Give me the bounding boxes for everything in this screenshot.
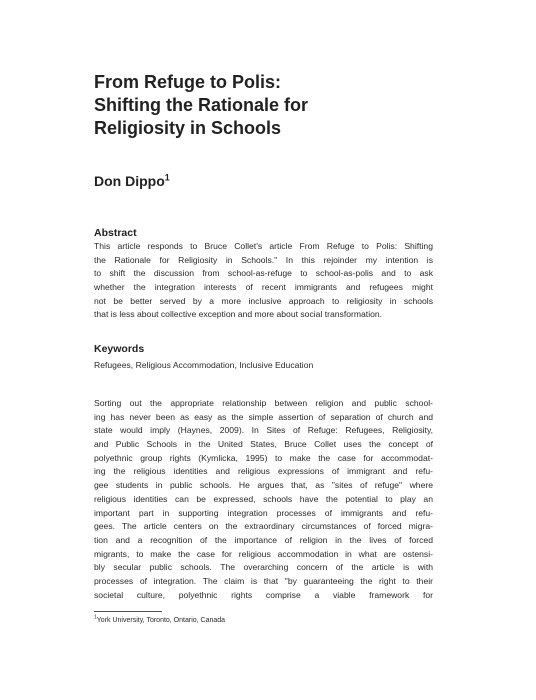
abstract-line: that is less about collective exception and more about social transformation.: [94, 309, 383, 320]
body-line: state would imply (Haynes, 2009). In Sites of Refuge: Refugees, Religiosity,: [94, 425, 433, 436]
author-footnote-mark: 1: [164, 172, 170, 183]
abstract-text: [94, 240, 433, 322]
author-byline: [94, 173, 170, 189]
abstract-line: whether the integration interests of recent immigrants and refugees might: [94, 282, 433, 293]
body-line: gee students in public schools. He argues that, as "sites of refuge" where: [94, 480, 433, 491]
body-line: polyethnic group rights (Kymlicka, 1995) to make the case for accommodat-: [94, 452, 433, 463]
body-line: migrants, to make the case for religious accommodation in what are ostensi-: [94, 548, 433, 559]
body-line: important part in supporting integration processes of immigrants and refu-: [94, 507, 433, 518]
abstract-line: not be better served by a more inclusive approach to religiosity in schools: [94, 295, 433, 306]
body-line: ing the religious identities and religious expressions of immigrant and refu-: [94, 466, 433, 477]
body-text: [94, 397, 433, 602]
body-line: and Public Schools in the United States, Bruce Collet uses the concept of: [94, 439, 433, 450]
title-line: Shifting the Rationale for: [94, 95, 308, 115]
footnote-text: York University, Toronto, Ontario, Canada: [96, 617, 226, 624]
article-title: [94, 71, 474, 140]
body-line: societal culture, polyethnic rights comprise a viable framework for: [94, 589, 433, 600]
body-line: gees. The article centers on the extraordinary circumstances of forced migra-: [94, 521, 433, 532]
abstract-line: This article responds to Bruce Collet's article From Refuge to Polis: Shifting: [94, 241, 433, 251]
title-line: Religiosity in Schools: [94, 118, 282, 138]
body-line: tion and a recognition of the importance of religion in the lives of forced: [94, 534, 433, 545]
body-line: ing has never been as easy as the simple assertion of separation of church and: [94, 411, 433, 422]
footnote-mark: 1: [94, 614, 97, 621]
abstract-line: to shift the discussion from school-as-refuge to school-as-polis and to ask: [94, 268, 433, 279]
keywords-line: Refugees, Religious Accommodation, Inclusive Education: [94, 360, 314, 370]
keywords-text: [94, 359, 433, 373]
footnote: [94, 614, 226, 624]
abstract-heading: Abstract: [94, 227, 137, 239]
author-name: Don Dippo: [94, 173, 165, 189]
abstract-line: the Rationale for Religiosity in Schools." In this rejoinder my intention is: [94, 254, 433, 265]
keywords-heading: Keywords: [94, 343, 145, 355]
body-line: religious identities can be expressed, schools have the potential to play an: [94, 493, 433, 504]
footnote-divider: [94, 611, 162, 612]
body-line: processes of integration. The claim is that "by guaranteeing the right to their: [94, 575, 433, 586]
title-line: From Refuge to Polis:: [94, 72, 282, 92]
body-line: bly secular public schools. The overarching concern of the article is with: [94, 562, 433, 573]
body-line: Sorting out the appropriate relationship between religion and public school-: [94, 398, 433, 408]
